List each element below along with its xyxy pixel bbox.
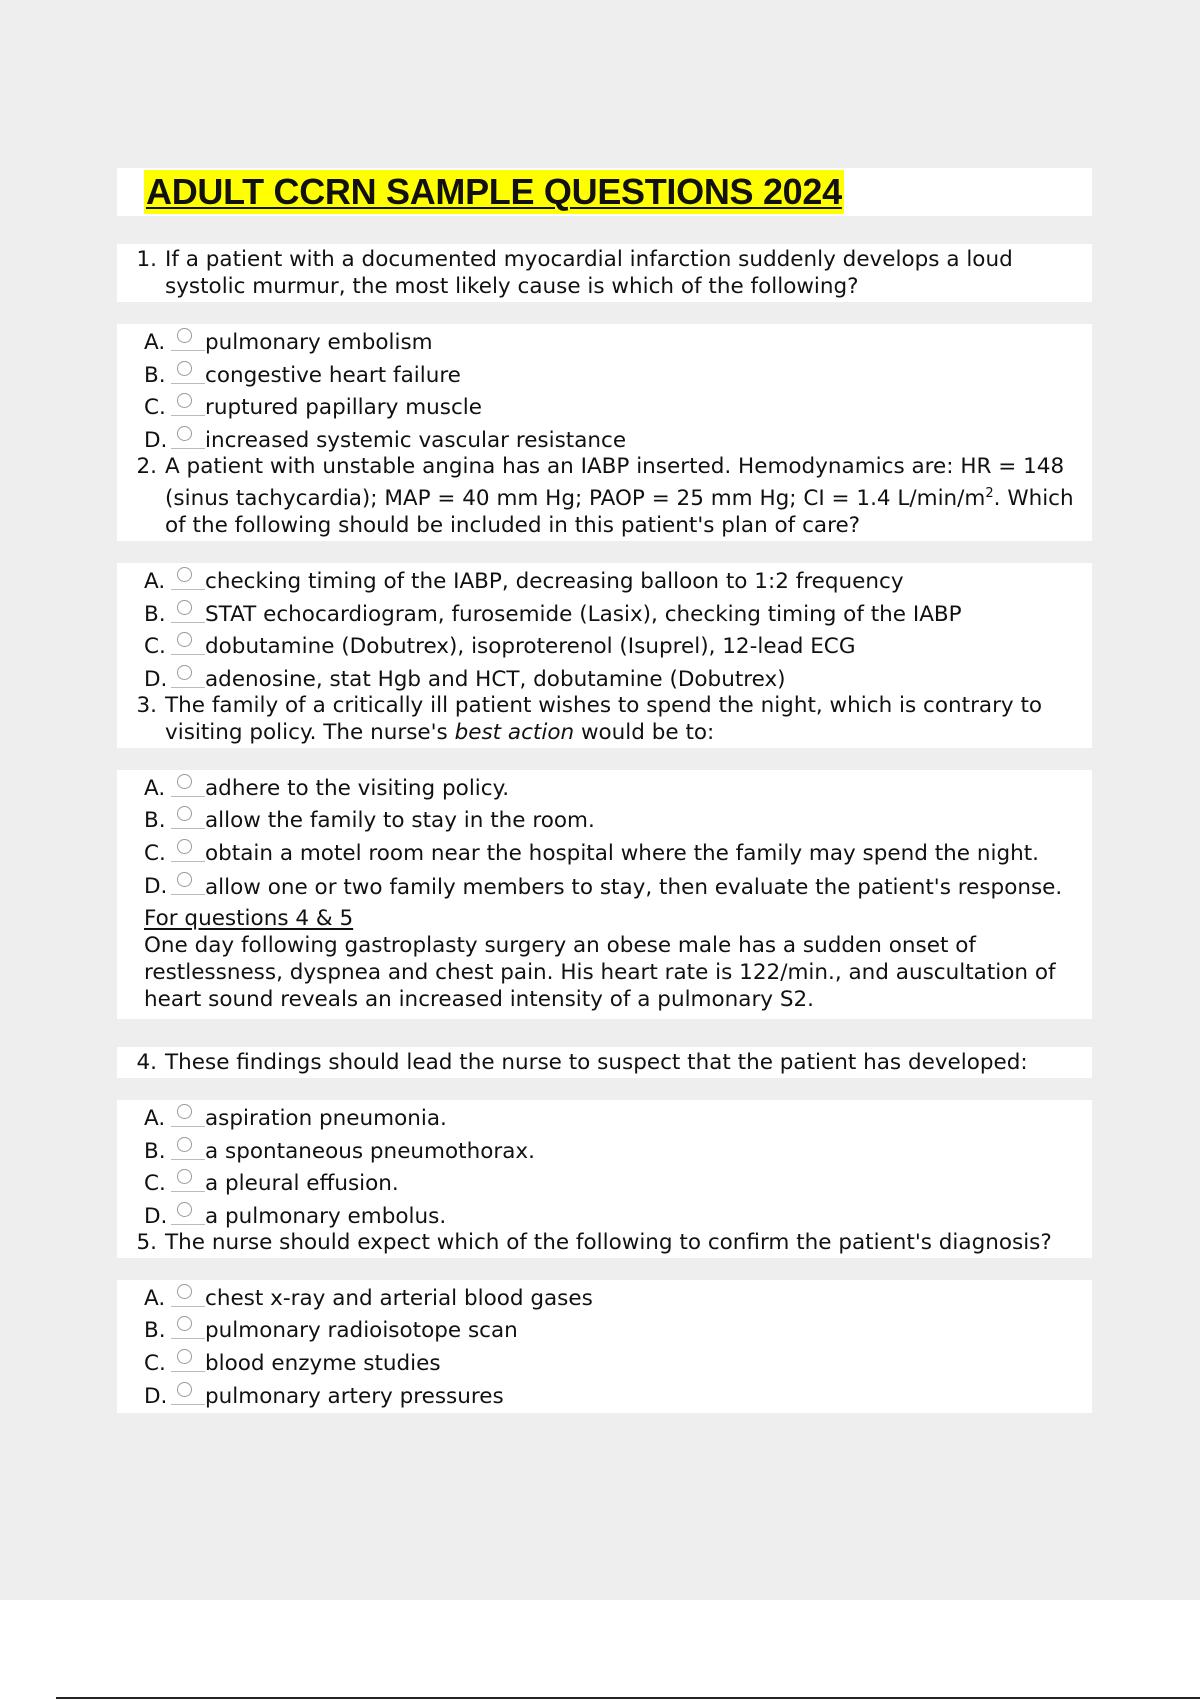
radio-button[interactable] (171, 1201, 205, 1229)
question-number: 5. (136, 1229, 157, 1255)
radio-button[interactable] (171, 1348, 205, 1376)
radio-button[interactable] (171, 566, 205, 594)
option-text: pulmonary artery pressures (205, 1383, 504, 1409)
question-4 (117, 1047, 1092, 1078)
scenario-block (117, 903, 1092, 1019)
radio-button[interactable] (171, 631, 205, 659)
option-text: increased systemic vascular resistance (205, 427, 627, 453)
option-text: congestive heart failure (205, 362, 461, 388)
option-text: allow one or two family members to stay, then evaluate the patient's response. (205, 874, 1063, 900)
option-letter: A. (144, 330, 166, 355)
option-letter: C. (144, 840, 166, 866)
option-2b[interactable] (117, 599, 1092, 632)
option-text: STAT echocardiogram, furosemide (Lasix), checking timing of the IABP (205, 601, 962, 627)
question-1 (117, 244, 1092, 302)
option-1a[interactable] (117, 327, 1092, 360)
radio-button[interactable] (171, 392, 205, 420)
option-letter: B. (144, 1318, 166, 1344)
option-text: obtain a motel room near the hospital where the family may spend the night. (205, 840, 1039, 866)
radio-button[interactable] (171, 425, 205, 453)
option-text: chest x-ray and arterial blood gases (205, 1285, 593, 1311)
document-content (117, 168, 1092, 1413)
radio-button[interactable] (171, 599, 205, 627)
question-2 (117, 451, 1092, 541)
question-1-options (117, 324, 1092, 451)
option-letter: C. (144, 1171, 166, 1197)
radio-circle-icon (177, 774, 192, 789)
option-text: dobutamine (Dobutrex), isoproterenol (Isuprel), 12-lead ECG (205, 634, 856, 660)
option-text: pulmonary embolism (205, 330, 433, 355)
option-2a[interactable] (117, 566, 1092, 599)
option-letter: C. (144, 1351, 166, 1377)
radio-circle-icon (177, 1104, 192, 1119)
question-3-options (117, 770, 1092, 903)
question-3 (117, 690, 1092, 748)
option-letter: B. (144, 1138, 166, 1164)
radio-circle-icon (177, 1316, 192, 1331)
radio-button[interactable] (171, 1315, 205, 1343)
question-5 (117, 1227, 1092, 1258)
option-4a[interactable] (117, 1103, 1092, 1136)
option-3b[interactable] (117, 805, 1092, 838)
option-letter: D. (144, 427, 168, 453)
option-1b[interactable] (117, 360, 1092, 393)
radio-button[interactable] (171, 1381, 205, 1409)
option-text: pulmonary radioisotope scan (205, 1318, 518, 1344)
option-2d[interactable] (117, 664, 1092, 690)
radio-button[interactable] (171, 838, 205, 866)
radio-circle-icon (177, 1284, 192, 1299)
radio-button[interactable] (171, 1136, 205, 1164)
option-letter: D. (144, 666, 168, 692)
question-number: 2. (136, 453, 157, 479)
scenario-heading: For questions 4 & 5 (144, 906, 354, 932)
question-text: A patient with unstable angina has an IABP inserted. Hemodynamics are: HR = 148 (sinus tachycardia); MAP = 40 mm Hg; PAOP = 25 mm Hg; CI = 1.4 $L/\min/m^2$. Which of the following should be included in this patient's plan of care? (165, 453, 1074, 538)
option-letter: B. (144, 362, 166, 388)
radio-circle-icon (177, 567, 192, 582)
radio-circle-icon (177, 632, 192, 647)
question-text: The nurse should expect which of the following to confirm the patient's diagnosis? (165, 1229, 1052, 1255)
title-band (117, 168, 1092, 216)
radio-circle-icon (177, 393, 192, 408)
option-5a[interactable] (117, 1283, 1092, 1316)
question-5-options (117, 1280, 1092, 1413)
radio-circle-icon (177, 872, 192, 887)
question-number: 4. (136, 1050, 157, 1076)
radio-circle-icon (177, 1137, 192, 1152)
radio-circle-icon (177, 361, 192, 376)
radio-button[interactable] (171, 1283, 205, 1311)
radio-button[interactable] (171, 805, 205, 833)
option-letter: A. (144, 775, 166, 801)
option-text: aspiration pneumonia. (205, 1106, 447, 1132)
radio-circle-icon (177, 806, 192, 821)
radio-circle-icon (177, 426, 192, 441)
option-3a[interactable] (117, 773, 1092, 806)
radio-button[interactable] (171, 1103, 205, 1131)
radio-circle-icon (177, 1169, 192, 1184)
option-letter: A. (144, 1285, 166, 1311)
radio-circle-icon (177, 328, 192, 343)
question-number: 3. (136, 692, 157, 718)
option-text: allow the family to stay in the room. (205, 808, 595, 834)
radio-circle-icon (177, 600, 192, 615)
radio-button[interactable] (171, 773, 205, 801)
option-letter: C. (144, 395, 166, 421)
option-text: a pulmonary embolus. (205, 1203, 447, 1229)
option-text: a pleural effusion. (205, 1171, 399, 1197)
radio-circle-icon (177, 1202, 192, 1217)
radio-circle-icon (177, 665, 192, 680)
option-letter: B. (144, 808, 166, 834)
option-text: checking timing of the IABP, decreasing balloon to 1:2 frequency (205, 568, 904, 594)
option-letter: A. (144, 1106, 166, 1132)
question-text: If a patient with a documented myocardial infarction suddenly develops a loud systolic murmur, the most likely cause is which of the following? (165, 247, 1013, 299)
option-letter: A. (144, 568, 166, 594)
option-text: blood enzyme studies (205, 1351, 441, 1377)
radio-button[interactable] (171, 360, 205, 388)
radio-circle-icon (177, 839, 192, 854)
option-text: ruptured papillary muscle (205, 395, 483, 421)
document-title: ADULT CCRN SAMPLE QUESTIONS 2024 (146, 171, 842, 212)
option-4c[interactable] (117, 1168, 1092, 1201)
option-5b[interactable] (117, 1315, 1092, 1348)
question-text: These findings should lead the nurse to suspect that the patient has developed: (165, 1050, 1028, 1076)
question-text: The family of a critically ill patient wishes to spend the night, which is contrary to visiting policy. The nurse's best action would be to: (165, 692, 1043, 745)
option-text: adenosine, stat Hgb and HCT, dobutamine (Dobutrex) (205, 666, 786, 692)
option-text: adhere to the visiting policy. (205, 775, 510, 801)
option-letter: D. (144, 1383, 168, 1409)
scenario-text: One day following gastroplasty surgery an obese male has a sudden onset of restlessness, dyspnea and chest pain. His heart rate is 122/min., and auscultation of heart sound reveals an increased intensity of a pulmonary S2. (144, 933, 1056, 1013)
question-4-options (117, 1100, 1092, 1227)
option-5d[interactable] (117, 1381, 1092, 1414)
radio-circle-icon (177, 1382, 192, 1397)
footer-rule (56, 1697, 1200, 1699)
option-letter: B. (144, 601, 166, 627)
radio-button[interactable] (171, 327, 205, 355)
radio-circle-icon (177, 1349, 192, 1364)
option-3d[interactable] (117, 871, 1092, 904)
option-letter: D. (144, 1203, 168, 1229)
question-2-options (117, 563, 1092, 690)
radio-button[interactable] (171, 871, 205, 899)
option-3c[interactable] (117, 838, 1092, 871)
option-letter: C. (144, 634, 166, 660)
option-letter: D. (144, 873, 168, 899)
radio-button[interactable] (171, 664, 205, 692)
option-4b[interactable] (117, 1136, 1092, 1169)
option-2c[interactable] (117, 631, 1092, 664)
radio-button[interactable] (171, 1168, 205, 1196)
question-number: 1. (136, 247, 157, 272)
option-5c[interactable] (117, 1348, 1092, 1381)
option-text: a spontaneous pneumothorax. (205, 1138, 535, 1164)
option-4d[interactable] (117, 1201, 1092, 1227)
option-1c[interactable] (117, 392, 1092, 425)
option-1d[interactable] (117, 425, 1092, 451)
